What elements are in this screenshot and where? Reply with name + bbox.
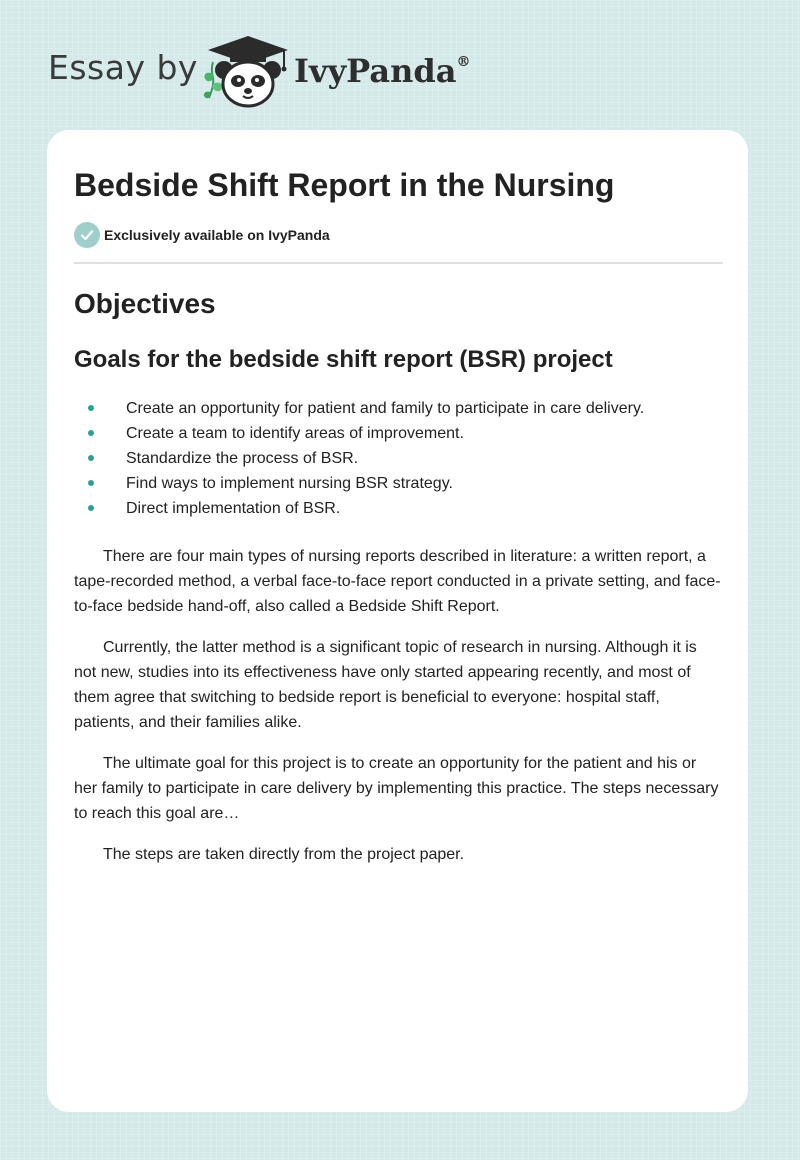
bullet-dot-icon (88, 480, 94, 486)
exclusive-badge-label: Exclusively available on IvyPanda (104, 227, 330, 243)
registered-mark: ® (456, 54, 471, 71)
paragraph: The steps are taken directly from the project paper. (103, 846, 465, 863)
paragraph: Currently, the latter method is a significant topic of research in nursing. Although it is not new, studies into its effectiveness have only started appearing recently, and most of them agree that switching to bedside report is beneficial to everyone: hospital staff, patients, and their families alike. (74, 639, 697, 731)
subheading-goals: Goals for the bedside shift report (BSR) project (74, 346, 613, 373)
article-content (74, 166, 723, 867)
checkmark-icon (74, 222, 100, 248)
paragraph: There are four main types of nursing reports described in literature: a written report, a tape-recorded method, a verbal face-to-face report conducted in a private setting, and face-to-face bedside hand-off, also called a Bedside Shift Report. (74, 548, 721, 615)
section-heading-objectives: Objectives (74, 288, 216, 319)
site-header (48, 30, 548, 110)
bullet-dot-icon (88, 505, 94, 511)
list-item: Create an opportunity for patient and family to participate in care delivery. (74, 396, 723, 421)
bullet-dot-icon (88, 455, 94, 461)
list-item: Standardize the process of BSR. (74, 446, 723, 471)
panda-graduation-cap-icon (206, 34, 290, 108)
list-item: Direct implementation of BSR. (74, 496, 723, 521)
bullet-dot-icon (88, 405, 94, 411)
list-item: Find ways to implement nursing BSR strategy. (74, 471, 723, 496)
exclusive-badge (74, 222, 723, 248)
list-item: Create a team to identify areas of improvement. (74, 421, 723, 446)
article-card (47, 130, 748, 1112)
title-divider (74, 262, 723, 264)
paragraph: The ultimate goal for this project is to create an opportunity for the patient and his or her family to participate in care delivery by implementing this practice. The steps necessary to reach this goal are… (74, 755, 719, 822)
essay-by-label: Essay by (48, 48, 198, 87)
goals-list (74, 396, 723, 521)
brand-name: IvyPanda® (294, 52, 471, 90)
bullet-dot-icon (88, 430, 94, 436)
article-title: Bedside Shift Report in the Nursing (74, 167, 615, 203)
